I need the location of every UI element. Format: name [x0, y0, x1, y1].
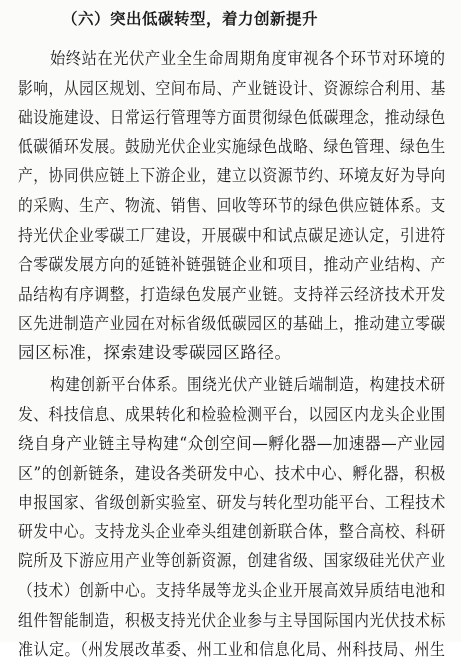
- text-line: 合零碳发展方向的延链补链强链企业和项目，推动产业结构、产: [18, 255, 446, 274]
- text-line: 申报国家、省级创新实验室、研发与转化型功能平台、工程技术: [18, 493, 446, 512]
- text-line: 准认定。（州发展改革委、州工业和信息化局、州科技局、州生: [18, 640, 446, 659]
- text-line: 绕自身产业链主导构建“众创空间—孵化器—加速器—产业园: [18, 434, 446, 453]
- text-line: 研发中心。支持龙头企业牵头组建创新联合体，整合高校、科研: [18, 522, 446, 541]
- text-line: 的采购、生产、物流、销售、回收等环节的绿色供应链体系。支: [18, 196, 446, 215]
- text-line: 组件智能制造，积极支持光伏企业参与主导国际国内光伏技术标: [18, 611, 446, 630]
- text-line: 影响，从园区规划、空间布局、产业链设计、资源综合利用、基: [18, 79, 446, 98]
- text-line: 构建创新平台体系。围绕光伏产业链后端制造，构建技术研: [50, 375, 446, 394]
- section-heading: （六）突出低碳转型，着力创新提升: [62, 9, 319, 28]
- text-line: 持光伏企业零碳工厂建设，开展碳中和试点碳足迹认定，引进符: [18, 226, 446, 245]
- text-line: 发、科技信息、成果转化和检验检测平台，以园区内龙头企业围: [18, 405, 446, 424]
- text-line: 产，协同供应链上下游企业，建立以资源节约、环境友好为导向: [18, 166, 446, 185]
- text-line: 院所及下游应用产业等创新资源，创建省级、国家级硅光伏产业: [18, 551, 446, 570]
- text-line: 低碳循环发展。鼓励光伏企业实施绿色战略、绿色管理、绿色生: [18, 137, 446, 156]
- text-line: 区先进制造产业园在对标省级低碳园区的基础上，推动建立零碳: [18, 314, 446, 333]
- text-line: 园区标准，探索建设零碳园区路径。: [18, 343, 292, 362]
- text-line: 始终站在光伏产业全生命周期角度审视各个环节对环境的: [50, 49, 446, 68]
- text-line: 础设施建设、日常运行管理等方面贯彻绿色低碳理念，推动绿色: [18, 108, 446, 127]
- text-line: （技术）创新中心。支持华晟等龙头企业开展高效异质结电池和: [18, 581, 446, 600]
- text-line: 区”的创新链条，建设各类研发中心、技术中心、孵化器，积极: [18, 464, 446, 483]
- text-line: 品结构有序调整，打造绿色发展产业链。支持祥云经济技术开发: [18, 285, 446, 304]
